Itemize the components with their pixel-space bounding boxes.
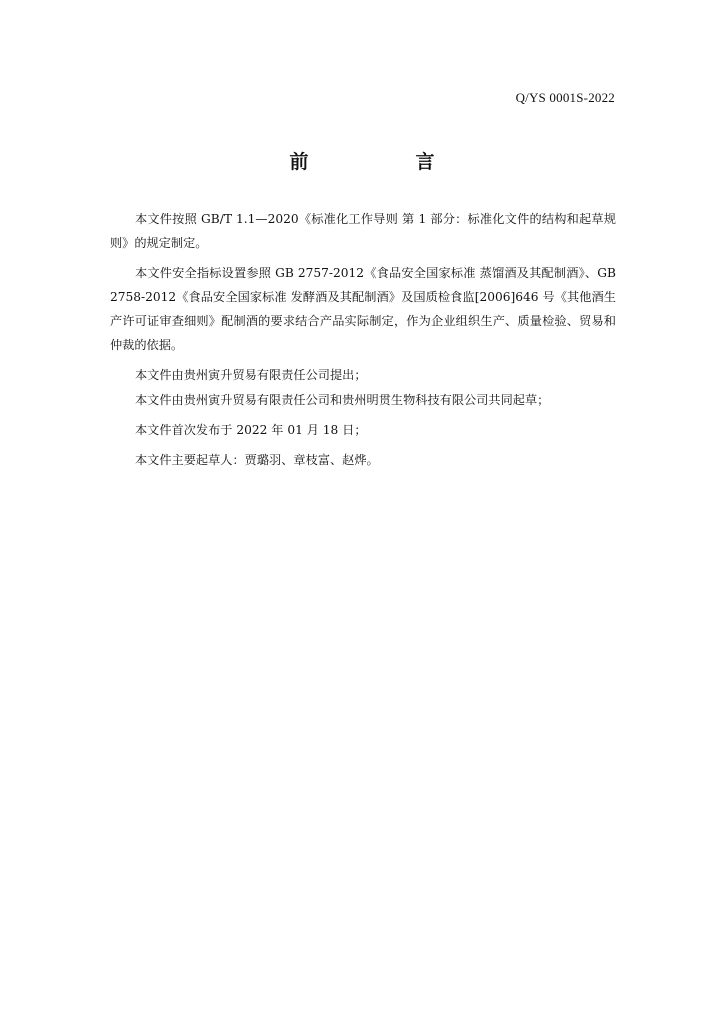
paragraph-drafters: 本文件主要起草人：贾璐羽、章枝富、赵烨。 (135, 453, 379, 467)
paragraph-drafting-units: 本文件由贵州寅升贸易有限责任公司和贵州明贯生物科技有限公司共同起草； (135, 393, 550, 407)
section-heading: 前 言 (289, 151, 479, 173)
preface-body (110, 207, 616, 478)
paragraph-standard-basis: 本文件按照 GB/T 1.1—2020《标准化工作导则 第 1 部分：标准化文件的结构和起草规则》的规定制定。 (110, 212, 616, 250)
paragraph-release-date: 本文件首次发布于 2022 年 01 月 18 日； (135, 423, 367, 437)
paragraph-safety-indicators: 本文件安全指标设置参照 GB 2757-2012《食品安全国家标准 蒸馏酒及其配制酒》、GB 2758-2012《食品安全国家标准 发酵酒及其配制酒》及国质检食监[2006]646 号《其他酒生产许可证审查细则》配制酒的要求结合产品实际制定，作为企业组织生产、质量检验、贸易和仲裁的依据。 (110, 266, 616, 352)
paragraph-proposer: 本文件由贵州寅升贸易有限责任公司提出； (135, 368, 367, 382)
document-code: Q/YS 0001S-2022 (515, 90, 615, 105)
